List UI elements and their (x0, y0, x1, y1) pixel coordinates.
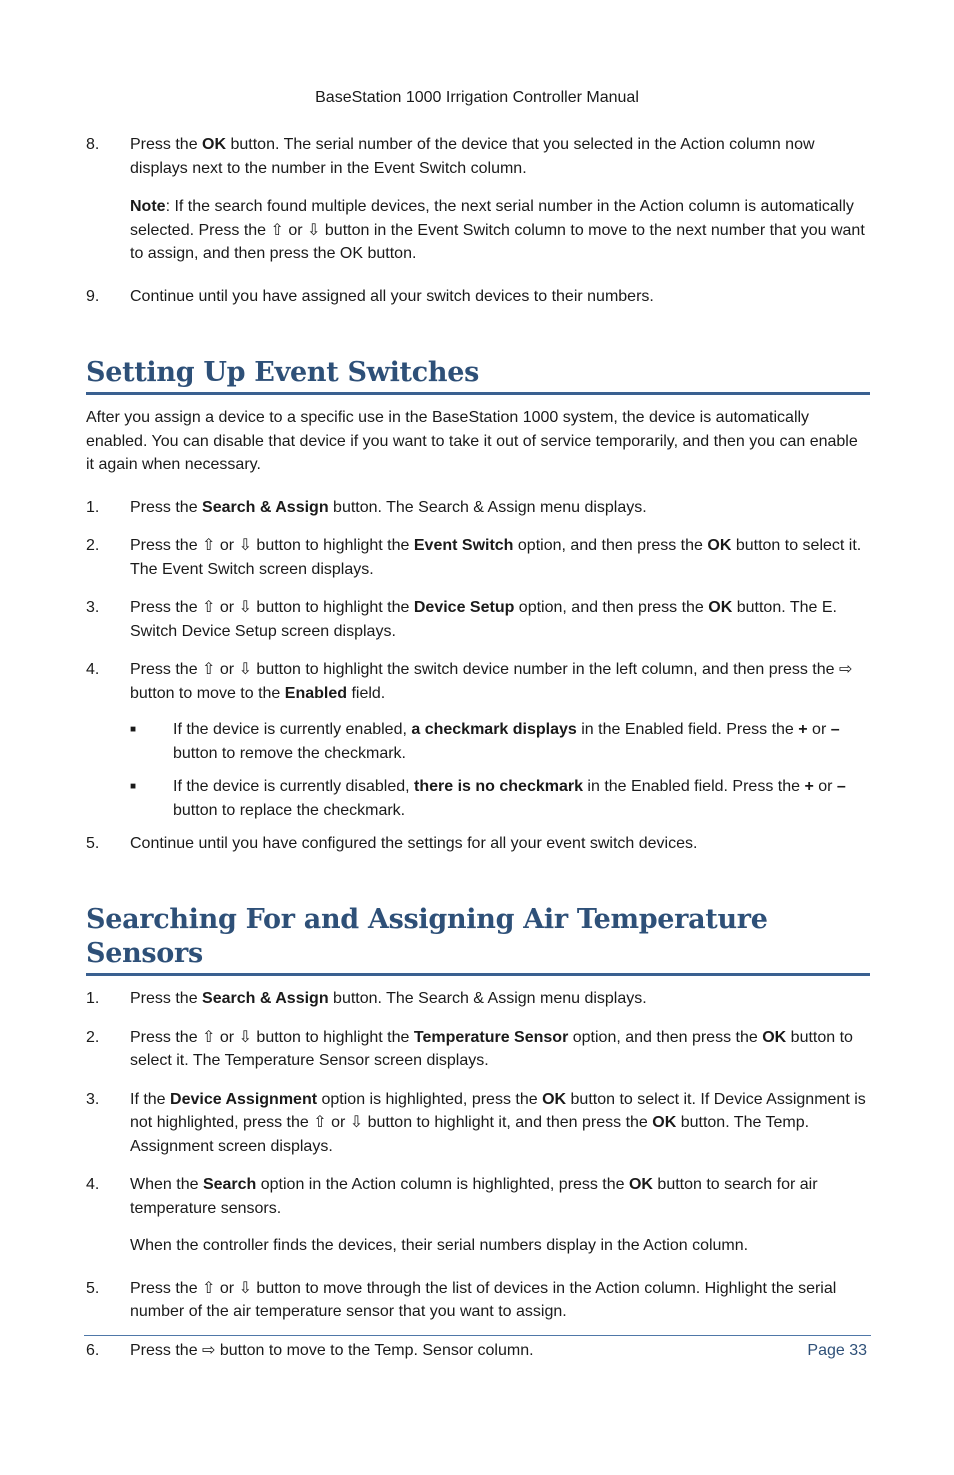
right-arrow-icon: ⇨ (202, 1341, 216, 1359)
running-header: BaseStation 1000 Irrigation Controller Manual (315, 89, 639, 106)
up-arrow-icon: ⇧ (202, 661, 216, 678)
s1-bullet-1: ■ If the device is currently enabled, a checkmark displays in the Enabled field. Press the + or – button to remove the checkmark. (86, 718, 870, 765)
right-arrow-icon: ⇨ (838, 661, 853, 678)
s2-step-1: 1. Press the Search & Assign button. The Search & Assign menu displays. (86, 990, 647, 1007)
s2-step-3: 3. If the Device Assignment option is highlighted, press the OK button to select it. If Device Assignment is not highlighted, press the ⇧ or ⇩ button to highlight it, and then press the OK button. The Temp. Assignment screen displays. (86, 1090, 866, 1155)
up-arrow-icon: ⇧ (313, 1114, 327, 1131)
s2-step-4-note: When the controller finds the devices, their serial numbers display in the Action column. (130, 1237, 749, 1254)
down-arrow-icon: ⇩ (349, 1114, 364, 1131)
s2-step-2: 2. Press the ⇧ or ⇩ button to highlight the Temperature Sensor option, and then press the OK button to select it. The Temperature Sensor screen displays. (86, 1028, 853, 1069)
up-arrow-icon: ⇧ (270, 221, 284, 239)
s1-step-5: 5. Continue until you have configured the settings for all your event switch devices. (86, 835, 698, 852)
section-air-temperature-sensors (86, 903, 870, 1362)
s1-step-1: 1. Press the Search & Assign button. The Search & Assign menu displays. (86, 498, 647, 516)
s1-step-4: 4. Press the ⇧ or ⇩ button to highlight the switch device number in the left column, and then press the ⇨ button to move to the Enabled field. (86, 661, 853, 702)
section-setting-up-event-switches (86, 356, 870, 856)
footer-rule (84, 1335, 871, 1336)
up-arrow-icon: ⇧ (202, 599, 216, 616)
up-arrow-icon: ⇧ (202, 537, 216, 554)
s2-step-4: 4. When the Search option in the Action column is highlighted, press the OK button to search for air temperature sensors. (86, 1176, 818, 1217)
s1-step-2: 2. Press the ⇧ or ⇩ button to highlight the Event Switch option, and then press the OK button to select it. The Event Switch screen displays. (86, 537, 862, 578)
bullet-icon: ■ (130, 781, 137, 792)
down-arrow-icon: ⇩ (238, 661, 252, 678)
up-arrow-icon: ⇧ (202, 1028, 216, 1046)
s2-step-5: 5. Press the ⇧ or ⇩ button to move through the list of devices in the Action column. Highlight the serial number of the air temperature sensor that you want to assign. (86, 1279, 837, 1320)
s1-step-3: 3. Press the ⇧ or ⇩ button to highlight the Device Setup option, and then press the OK button. The E. Switch Device Setup screen displays. (86, 599, 837, 640)
s1-bullet-2: ■ If the device is currently disabled, there is no checkmark in the Enabled field. Press the + or – button to replace the checkmark. (86, 775, 870, 822)
bullet-icon: ■ (130, 724, 137, 735)
section-heading: Searching For and Assigning Air Temperature Sensors (86, 903, 870, 976)
intro-steps (86, 133, 870, 308)
down-arrow-icon: ⇩ (307, 221, 321, 239)
section-intro: After you assign a device to a specific use in the BaseStation 1000 system, the device is automatically enabled. You can disable that device if you want to take it out of service temporarily, and then you can enable it again when necessary. (86, 409, 858, 473)
down-arrow-icon: ⇩ (238, 1028, 252, 1046)
section-heading: Setting Up Event Switches (86, 356, 870, 395)
up-arrow-icon: ⇧ (202, 1279, 216, 1297)
down-arrow-icon: ⇩ (238, 599, 252, 616)
s2-step-6: 6. Press the ⇨ button to move to the Temp. Sensor column. (86, 1341, 534, 1359)
step-8: 8. Press the OK button. The serial number of the device that you selected in the Action column now displays next to the number in the Event Switch column. (86, 136, 815, 177)
step-9: 9. Continue until you have assigned all your switch devices to their numbers. (86, 287, 654, 305)
note: Note: If the search found multiple devices, the next serial number in the Action column is automatically selected. Press the ⇧ or ⇩ button in the Event Switch column to move to the next number that you want to assign, and then press the OK button. (130, 198, 865, 262)
page-number: Page 33 (807, 1342, 867, 1359)
down-arrow-icon: ⇩ (238, 1279, 252, 1297)
down-arrow-icon: ⇩ (238, 537, 252, 554)
